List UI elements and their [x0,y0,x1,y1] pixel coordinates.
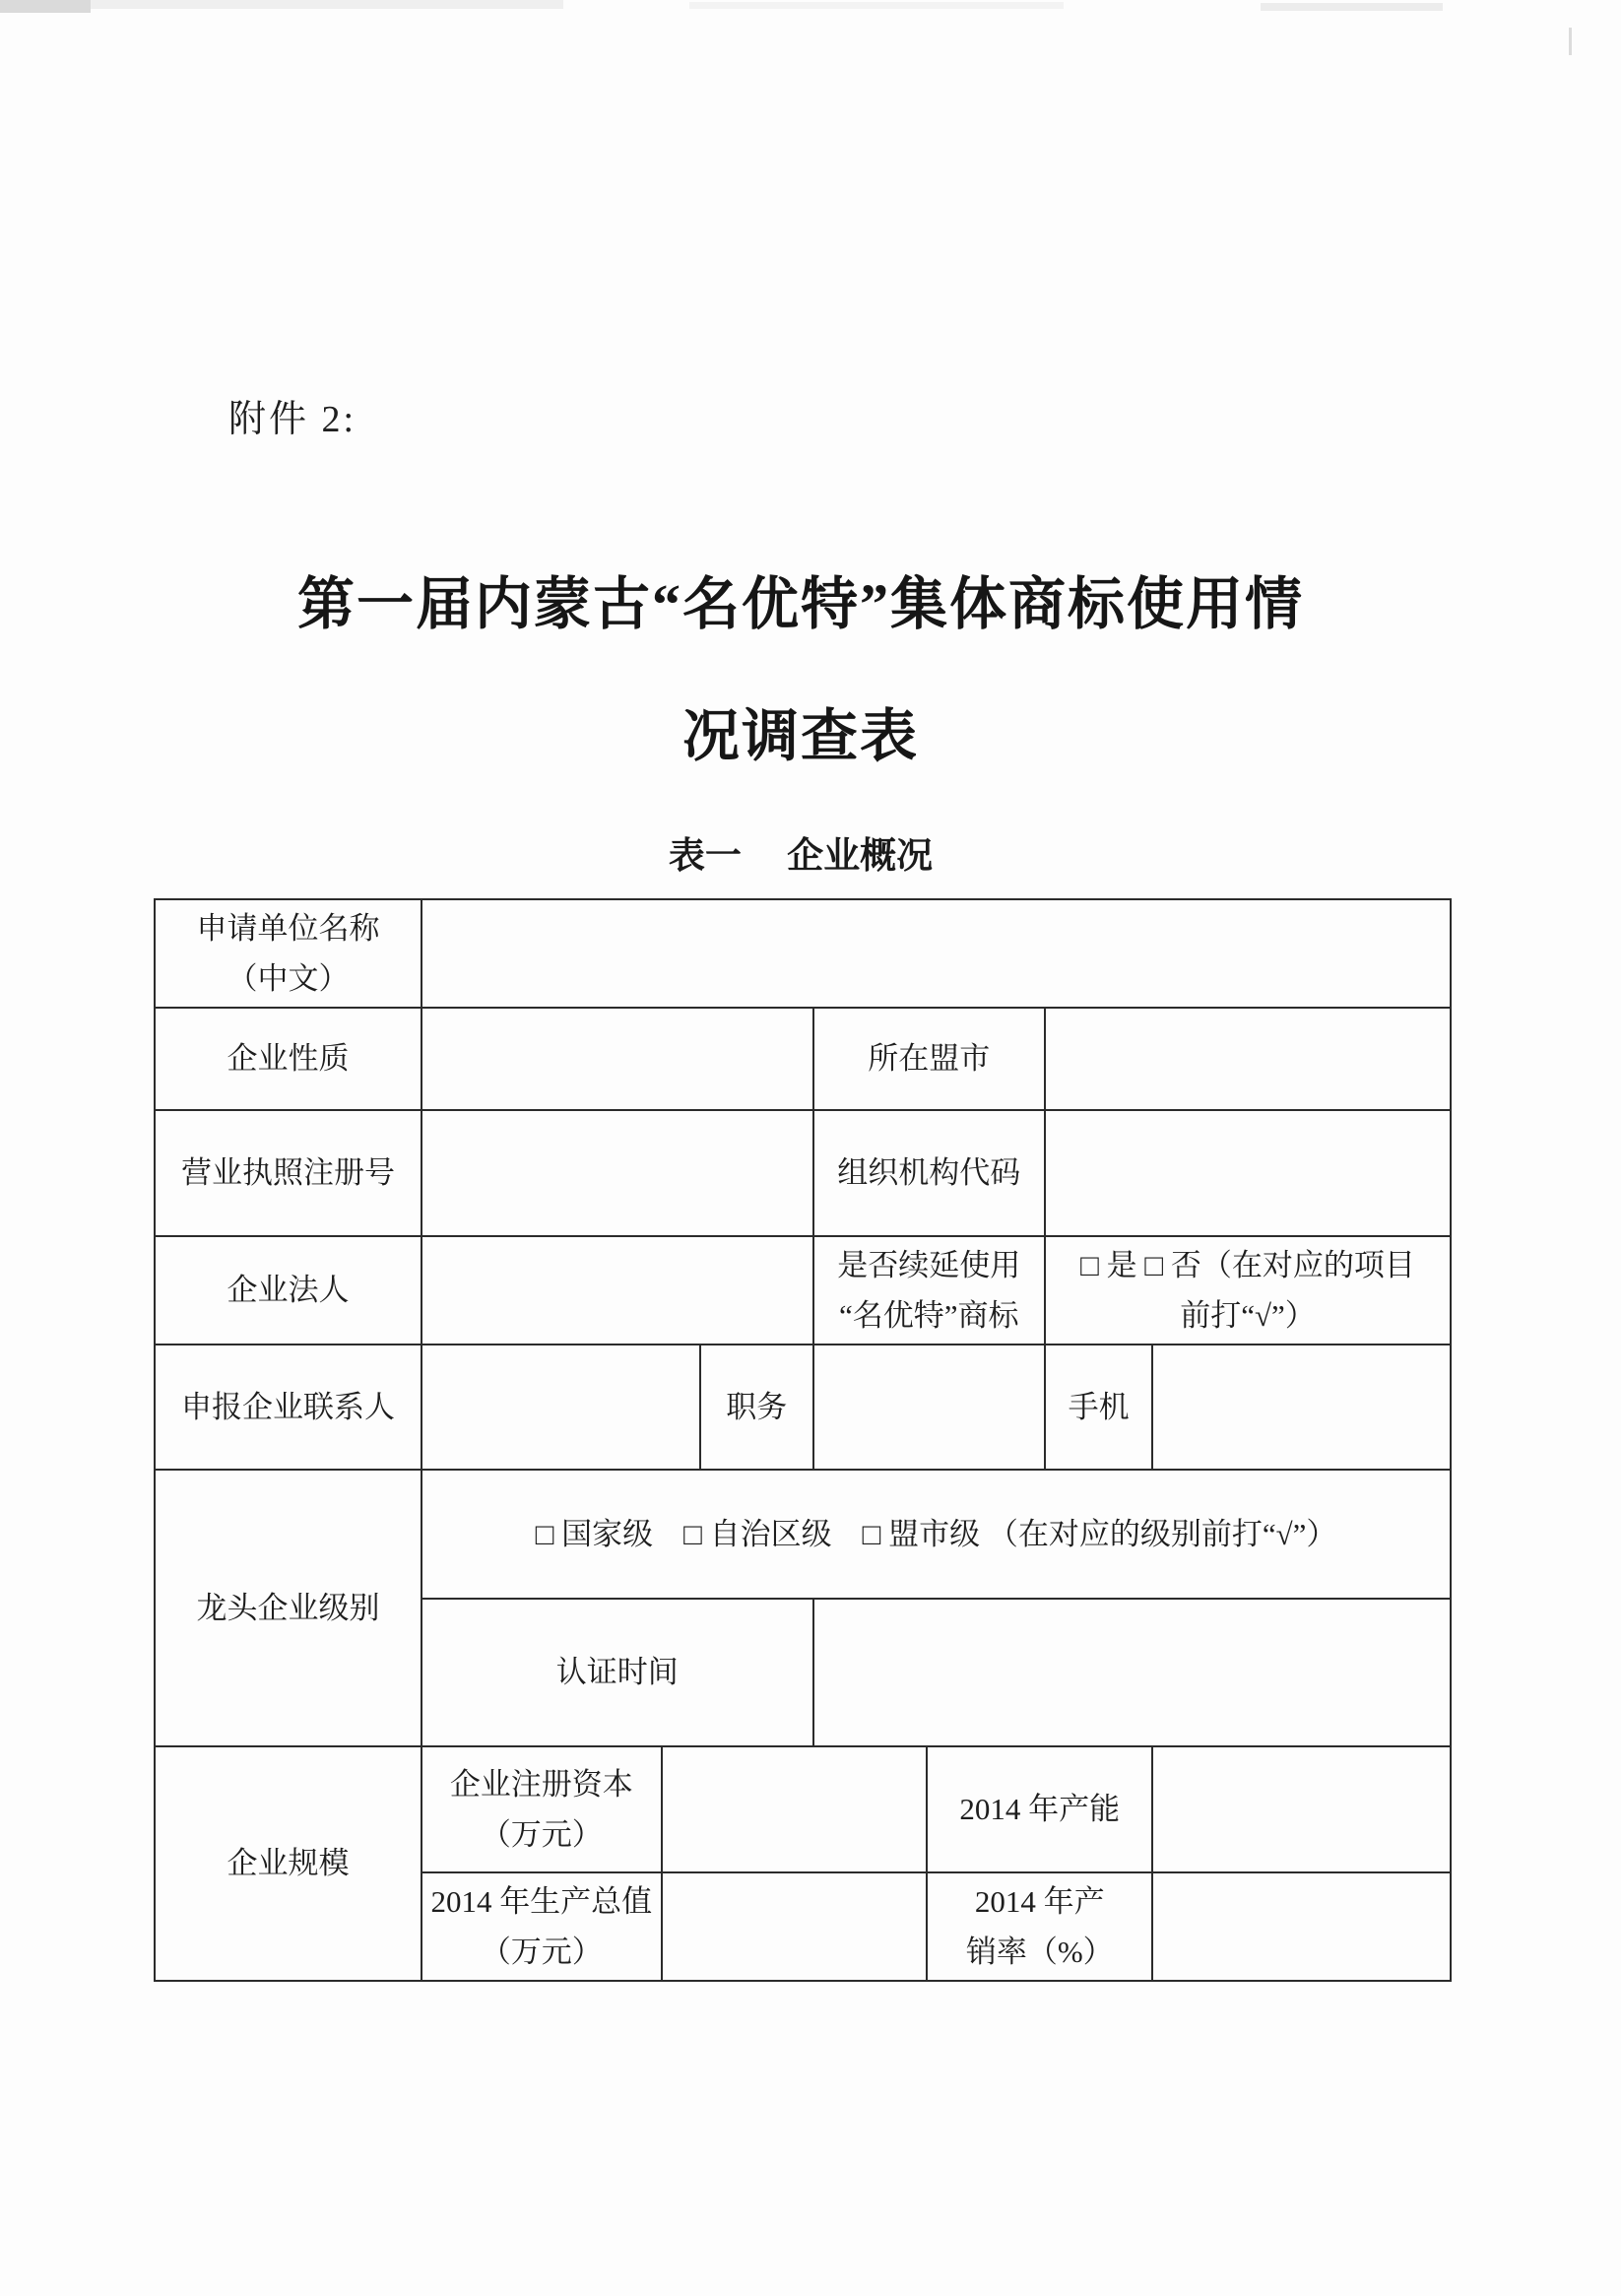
registered-capital-label-line1: 企业注册资本 [449,1766,633,1802]
scan-artifact [1261,3,1443,11]
position-value-cell [813,1345,1046,1470]
enterprise-nature-label: 企业性质 [155,1008,421,1110]
scan-artifact [689,2,1064,9]
attachment-label: 附件 2: [228,399,357,440]
table-row [155,1746,1451,1872]
capacity-2014-label: 2014 年产能 [927,1746,1152,1872]
enterprise-scale-label: 企业规模 [155,1746,421,1981]
org-code-label: 组织机构代码 [813,1110,1046,1236]
legal-person-value-cell [421,1236,812,1345]
company-overview-table [154,898,1452,1982]
sales-rate-2014-label-line1: 2014 年产 [974,1883,1105,1919]
business-license-label: 营业执照注册号 [155,1110,421,1236]
applicant-name-label-line1: 申请单位名称 [196,910,380,946]
scan-artifact [91,0,563,9]
sales-rate-2014-label-line2: 销率（%） [965,1935,1114,1969]
scan-artifact [1569,28,1572,55]
league-city-label: 所在盟市 [813,1008,1046,1110]
page-title-line1: 第一届内蒙古“名优特”集体商标使用情 [296,572,1304,636]
applicant-name-value-cell [421,899,1451,1008]
table-row [155,1470,1451,1599]
org-code-value-cell [1045,1110,1451,1236]
gross-output-2014-label-line2: （万元） [480,1935,603,1969]
sales-rate-2014-label [927,1872,1152,1981]
league-city-value-cell [1045,1008,1451,1110]
mobile-value-cell [1152,1345,1451,1470]
table-row [155,1345,1451,1470]
trademark-renewal-label-line2: “名优特”商标 [839,1298,1019,1333]
table-caption: 表一 企业概况 [668,836,934,877]
table-row [155,1008,1451,1110]
trademark-renewal-options-line2: 前打“√”） [1180,1298,1316,1333]
table-row [155,899,1451,1008]
registered-capital-label [421,1746,661,1872]
scan-artifact [0,0,91,13]
applicant-name-label [155,899,421,1008]
contact-person-label: 申报企业联系人 [155,1345,421,1470]
enterprise-nature-value-cell [421,1008,812,1110]
cert-time-label: 认证时间 [421,1599,812,1746]
contact-person-value-cell [421,1345,700,1470]
trademark-renewal-label [813,1236,1046,1345]
gross-output-2014-label-line1: 2014 年生产总值 [430,1883,653,1919]
registered-capital-label-line2: （万元） [480,1817,603,1852]
leading-enterprise-label: 龙头企业级别 [155,1470,421,1746]
capacity-2014-value-cell [1152,1746,1451,1872]
cert-time-value-cell [813,1599,1452,1746]
legal-person-label: 企业法人 [155,1236,421,1345]
page-title-line2: 况调查表 [681,704,919,768]
mobile-label: 手机 [1045,1345,1152,1470]
business-license-value-cell [421,1110,812,1236]
table-row [155,1110,1451,1236]
leading-enterprise-level-options: □ 国家级 □ 自治区级 □ 盟市级 （在对应的级别前打“√”） [421,1470,1451,1599]
applicant-name-label-line2: （中文） [227,961,350,996]
table-row [155,1236,1451,1345]
registered-capital-value-cell [662,1746,928,1872]
trademark-renewal-label-line1: 是否续延使用 [837,1247,1021,1282]
gross-output-2014-label [421,1872,661,1981]
trademark-renewal-options [1045,1236,1451,1345]
gross-output-2014-value-cell [662,1872,928,1981]
trademark-renewal-options-line1: □ 是 □ 否（在对应的项目 [1080,1247,1415,1282]
sales-rate-2014-value-cell [1152,1872,1451,1981]
position-label: 职务 [700,1345,812,1470]
